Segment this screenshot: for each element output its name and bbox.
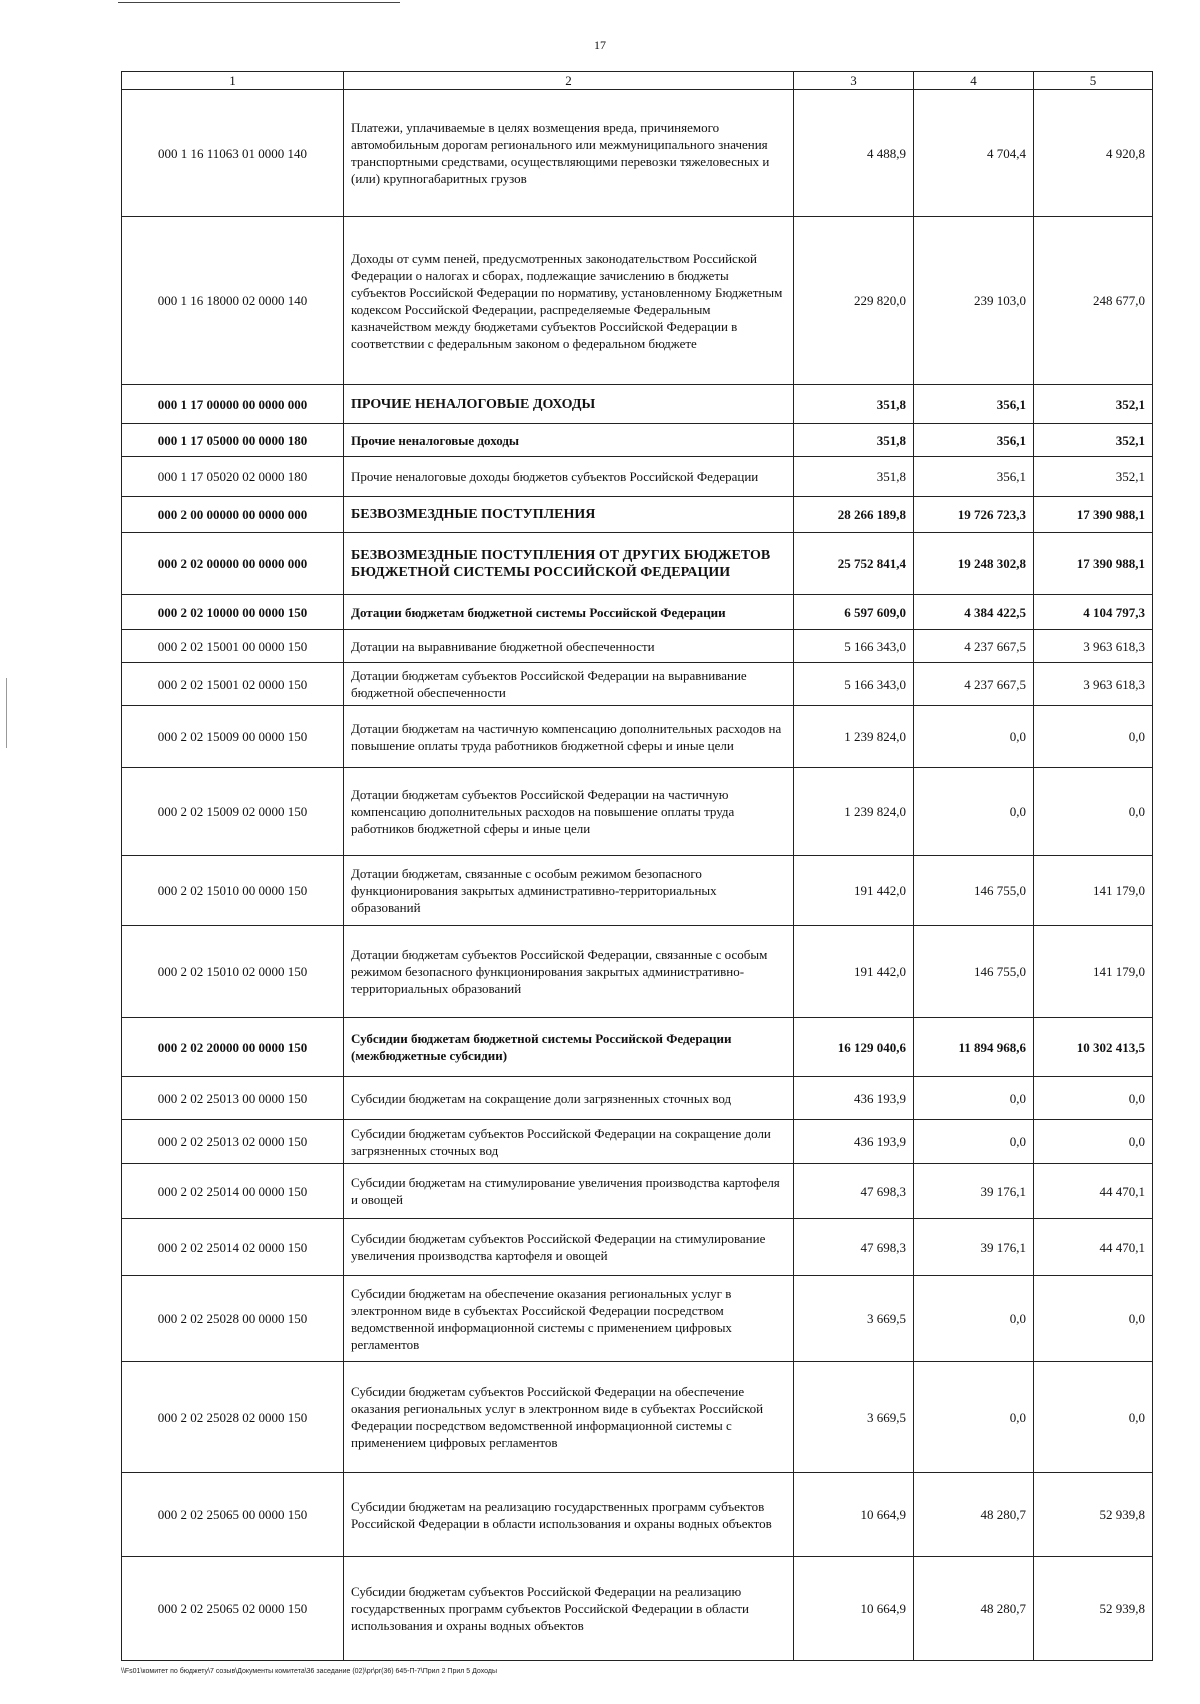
table-row (122, 856, 1153, 926)
row-value-year-3: 52 939,8 (1034, 1557, 1153, 1661)
row-code: 000 2 02 15009 02 0000 150 (122, 768, 344, 856)
row-code: 000 1 16 11063 01 0000 140 (122, 90, 344, 217)
row-value-year-1: 1 239 824,0 (794, 768, 914, 856)
row-value-year-2: 356,1 (914, 424, 1034, 457)
row-value-year-1: 16 129 040,6 (794, 1018, 914, 1077)
row-name: Дотации бюджетам, связанные с особым режимом безопасного функционирования закрытых административно-территориальных образований (344, 856, 794, 926)
row-value-year-1: 229 820,0 (794, 217, 914, 385)
table-row (122, 1362, 1153, 1473)
row-name: Субсидии бюджетам субъектов Российской Федерации на стимулирование увеличения производства картофеля и овощей (344, 1219, 794, 1276)
row-value-year-3: 17 390 988,1 (1034, 497, 1153, 533)
row-value-year-1: 10 664,9 (794, 1473, 914, 1557)
row-value-year-3: 141 179,0 (1034, 926, 1153, 1018)
row-code: 000 2 02 10000 00 0000 150 (122, 595, 344, 630)
row-value-year-2: 48 280,7 (914, 1557, 1034, 1661)
row-value-year-1: 5 166 343,0 (794, 630, 914, 663)
row-name: Субсидии бюджетам на стимулирование увеличения производства картофеля и овощей (344, 1164, 794, 1219)
table-row (122, 497, 1153, 533)
row-code: 000 2 02 25014 00 0000 150 (122, 1164, 344, 1219)
row-value-year-2: 0,0 (914, 1276, 1034, 1362)
row-value-year-3: 10 302 413,5 (1034, 1018, 1153, 1077)
row-code: 000 1 17 05020 02 0000 180 (122, 457, 344, 497)
table-row (122, 1473, 1153, 1557)
table-row (122, 1018, 1153, 1077)
row-value-year-3: 141 179,0 (1034, 856, 1153, 926)
row-name: ПРОЧИЕ НЕНАЛОГОВЫЕ ДОХОДЫ (344, 385, 794, 424)
row-value-year-1: 25 752 841,4 (794, 533, 914, 595)
row-value-year-2: 4 237 667,5 (914, 630, 1034, 663)
row-name: Дотации бюджетам субъектов Российской Федерации на выравнивание бюджетной обеспеченности (344, 663, 794, 706)
table-row (122, 768, 1153, 856)
row-value-year-1: 3 669,5 (794, 1276, 914, 1362)
row-code: 000 2 02 25028 02 0000 150 (122, 1362, 344, 1473)
row-value-year-1: 4 488,9 (794, 90, 914, 217)
row-value-year-1: 28 266 189,8 (794, 497, 914, 533)
row-code: 000 2 02 15001 00 0000 150 (122, 630, 344, 663)
row-code: 000 1 16 18000 02 0000 140 (122, 217, 344, 385)
column-header-year-1: 3 (794, 72, 914, 90)
file-path-footer: \\Fs01\комитет по бюджету\7 созыв\Документы комитета\36 заседание (02)\pr\pr(36) 645-П-7\Прил 2 Прил 5 Доходы (121, 1668, 498, 1675)
table-row (122, 706, 1153, 768)
row-value-year-1: 351,8 (794, 385, 914, 424)
row-code: 000 2 02 25014 02 0000 150 (122, 1219, 344, 1276)
row-value-year-3: 44 470,1 (1034, 1164, 1153, 1219)
row-name: Субсидии бюджетам бюджетной системы Российской Федерации (межбюджетные субсидии) (344, 1018, 794, 1077)
column-header-year-2: 4 (914, 72, 1034, 90)
row-value-year-3: 352,1 (1034, 385, 1153, 424)
row-code: 000 1 17 05000 00 0000 180 (122, 424, 344, 457)
row-name: Субсидии бюджетам на реализацию государственных программ субъектов Российской Федерации в области использования и охраны водных объектов (344, 1473, 794, 1557)
row-value-year-3: 3 963 618,3 (1034, 630, 1153, 663)
row-value-year-1: 5 166 343,0 (794, 663, 914, 706)
row-value-year-3: 4 920,8 (1034, 90, 1153, 217)
row-value-year-2: 39 176,1 (914, 1219, 1034, 1276)
row-value-year-2: 146 755,0 (914, 856, 1034, 926)
row-code: 000 2 02 25013 00 0000 150 (122, 1077, 344, 1120)
row-name: Субсидии бюджетам на обеспечение оказания региональных услуг в электронном виде в субъектах Российской Федерации посредством ведомственной информационной системы с применением цифровых регламентов (344, 1276, 794, 1362)
table-row (122, 1219, 1153, 1276)
row-code: 000 2 02 15001 02 0000 150 (122, 663, 344, 706)
row-value-year-1: 6 597 609,0 (794, 595, 914, 630)
row-code: 000 2 02 25065 02 0000 150 (122, 1557, 344, 1661)
table-row (122, 1077, 1153, 1120)
table-row (122, 630, 1153, 663)
row-value-year-2: 4 237 667,5 (914, 663, 1034, 706)
table-row (122, 424, 1153, 457)
table-row (122, 663, 1153, 706)
row-value-year-2: 48 280,7 (914, 1473, 1034, 1557)
row-value-year-1: 191 442,0 (794, 856, 914, 926)
table-row (122, 1120, 1153, 1164)
row-value-year-1: 191 442,0 (794, 926, 914, 1018)
column-number-header-row (122, 72, 1153, 90)
row-value-year-2: 0,0 (914, 1120, 1034, 1164)
row-value-year-3: 248 677,0 (1034, 217, 1153, 385)
column-header-code: 1 (122, 72, 344, 90)
row-name: Платежи, уплачиваемые в целях возмещения вреда, причиняемого автомобильным дорогам регионального или межмуниципального значения транспортными средствами, осуществляющими перевозки тяжеловесных и (или) крупногабаритных грузов (344, 90, 794, 217)
row-value-year-2: 356,1 (914, 457, 1034, 497)
row-name: Дотации бюджетам субъектов Российской Федерации, связанные с особым режимом безопасного функционирования закрытых административно-территориальных образований (344, 926, 794, 1018)
row-value-year-3: 17 390 988,1 (1034, 533, 1153, 595)
table-row (122, 1164, 1153, 1219)
row-value-year-3: 352,1 (1034, 424, 1153, 457)
page-number: 17 (594, 38, 606, 52)
row-value-year-2: 0,0 (914, 1362, 1034, 1473)
row-value-year-2: 11 894 968,6 (914, 1018, 1034, 1077)
row-code: 000 2 02 25013 02 0000 150 (122, 1120, 344, 1164)
row-value-year-2: 19 248 302,8 (914, 533, 1034, 595)
table-row (122, 90, 1153, 217)
scan-edge-mark (6, 678, 7, 748)
row-value-year-2: 356,1 (914, 385, 1034, 424)
table-row (122, 926, 1153, 1018)
row-value-year-2: 4 384 422,5 (914, 595, 1034, 630)
row-value-year-3: 0,0 (1034, 1362, 1153, 1473)
revenue-table (121, 71, 1153, 1661)
table-row (122, 595, 1153, 630)
row-value-year-2: 146 755,0 (914, 926, 1034, 1018)
row-value-year-1: 436 193,9 (794, 1120, 914, 1164)
row-name: Доходы от сумм пеней, предусмотренных законодательством Российской Федерации о налогах и сборах, подлежащие зачислению в бюджеты субъектов Российской Федерации по нормативу, установленному Бюджетным кодексом Российской Федерации, распределяемые Федеральным казначейством между бюджетами субъектов Российской Федерации в соответствии с федеральным законом о федеральном бюджете (344, 217, 794, 385)
table-row (122, 385, 1153, 424)
row-value-year-1: 436 193,9 (794, 1077, 914, 1120)
row-value-year-2: 19 726 723,3 (914, 497, 1034, 533)
row-value-year-2: 0,0 (914, 1077, 1034, 1120)
row-value-year-1: 10 664,9 (794, 1557, 914, 1661)
row-value-year-2: 39 176,1 (914, 1164, 1034, 1219)
table-row (122, 1276, 1153, 1362)
row-name: Дотации на выравнивание бюджетной обеспеченности (344, 630, 794, 663)
row-value-year-3: 52 939,8 (1034, 1473, 1153, 1557)
row-name: Дотации бюджетам бюджетной системы Российской Федерации (344, 595, 794, 630)
column-header-year-3: 5 (1034, 72, 1153, 90)
row-value-year-3: 44 470,1 (1034, 1219, 1153, 1276)
row-code: 000 2 02 15010 00 0000 150 (122, 856, 344, 926)
row-code: 000 2 02 15010 02 0000 150 (122, 926, 344, 1018)
row-value-year-1: 47 698,3 (794, 1219, 914, 1276)
row-value-year-3: 0,0 (1034, 1077, 1153, 1120)
row-code: 000 2 02 00000 00 0000 000 (122, 533, 344, 595)
column-header-name: 2 (344, 72, 794, 90)
row-name: БЕЗВОЗМЕЗДНЫЕ ПОСТУПЛЕНИЯ (344, 497, 794, 533)
row-name: Дотации бюджетам субъектов Российской Федерации на частичную компенсацию дополнительных расходов на повышение оплаты труда работников бюджетной сферы и иные цели (344, 768, 794, 856)
row-code: 000 2 02 20000 00 0000 150 (122, 1018, 344, 1077)
table-row (122, 1557, 1153, 1661)
row-name: Дотации бюджетам на частичную компенсацию дополнительных расходов на повышение оплаты труда работников бюджетной сферы и иные цели (344, 706, 794, 768)
row-value-year-3: 0,0 (1034, 1276, 1153, 1362)
row-value-year-2: 4 704,4 (914, 90, 1034, 217)
scan-edge-line (118, 2, 400, 3)
row-value-year-2: 239 103,0 (914, 217, 1034, 385)
row-value-year-1: 351,8 (794, 424, 914, 457)
row-value-year-3: 0,0 (1034, 1120, 1153, 1164)
row-value-year-1: 47 698,3 (794, 1164, 914, 1219)
row-name: Субсидии бюджетам субъектов Российской Федерации на реализацию государственных программ субъектов Российской Федерации в области использования и охраны водных объектов (344, 1557, 794, 1661)
table-row (122, 457, 1153, 497)
row-code: 000 2 00 00000 00 0000 000 (122, 497, 344, 533)
row-value-year-3: 3 963 618,3 (1034, 663, 1153, 706)
row-value-year-3: 0,0 (1034, 706, 1153, 768)
row-name: Субсидии бюджетам субъектов Российской Федерации на сокращение доли загрязненных сточных вод (344, 1120, 794, 1164)
table-row (122, 217, 1153, 385)
row-value-year-3: 0,0 (1034, 768, 1153, 856)
row-name: БЕЗВОЗМЕЗДНЫЕ ПОСТУПЛЕНИЯ ОТ ДРУГИХ БЮДЖЕТОВ БЮДЖЕТНОЙ СИСТЕМЫ РОССИЙСКОЙ ФЕДЕРАЦИИ (344, 533, 794, 595)
row-code: 000 1 17 00000 00 0000 000 (122, 385, 344, 424)
row-value-year-2: 0,0 (914, 768, 1034, 856)
row-name: Прочие неналоговые доходы бюджетов субъектов Российской Федерации (344, 457, 794, 497)
table-row (122, 533, 1153, 595)
row-value-year-1: 351,8 (794, 457, 914, 497)
row-value-year-2: 0,0 (914, 706, 1034, 768)
row-code: 000 2 02 15009 00 0000 150 (122, 706, 344, 768)
row-name: Прочие неналоговые доходы (344, 424, 794, 457)
row-code: 000 2 02 25028 00 0000 150 (122, 1276, 344, 1362)
row-value-year-3: 4 104 797,3 (1034, 595, 1153, 630)
row-value-year-1: 3 669,5 (794, 1362, 914, 1473)
row-name: Субсидии бюджетам субъектов Российской Федерации на обеспечение оказания региональных услуг в электронном виде в субъектах Российской Федерации посредством ведомственной информационной системы с применением цифровых регламентов (344, 1362, 794, 1473)
row-value-year-3: 352,1 (1034, 457, 1153, 497)
row-name: Субсидии бюджетам на сокращение доли загрязненных сточных вод (344, 1077, 794, 1120)
row-code: 000 2 02 25065 00 0000 150 (122, 1473, 344, 1557)
row-value-year-1: 1 239 824,0 (794, 706, 914, 768)
